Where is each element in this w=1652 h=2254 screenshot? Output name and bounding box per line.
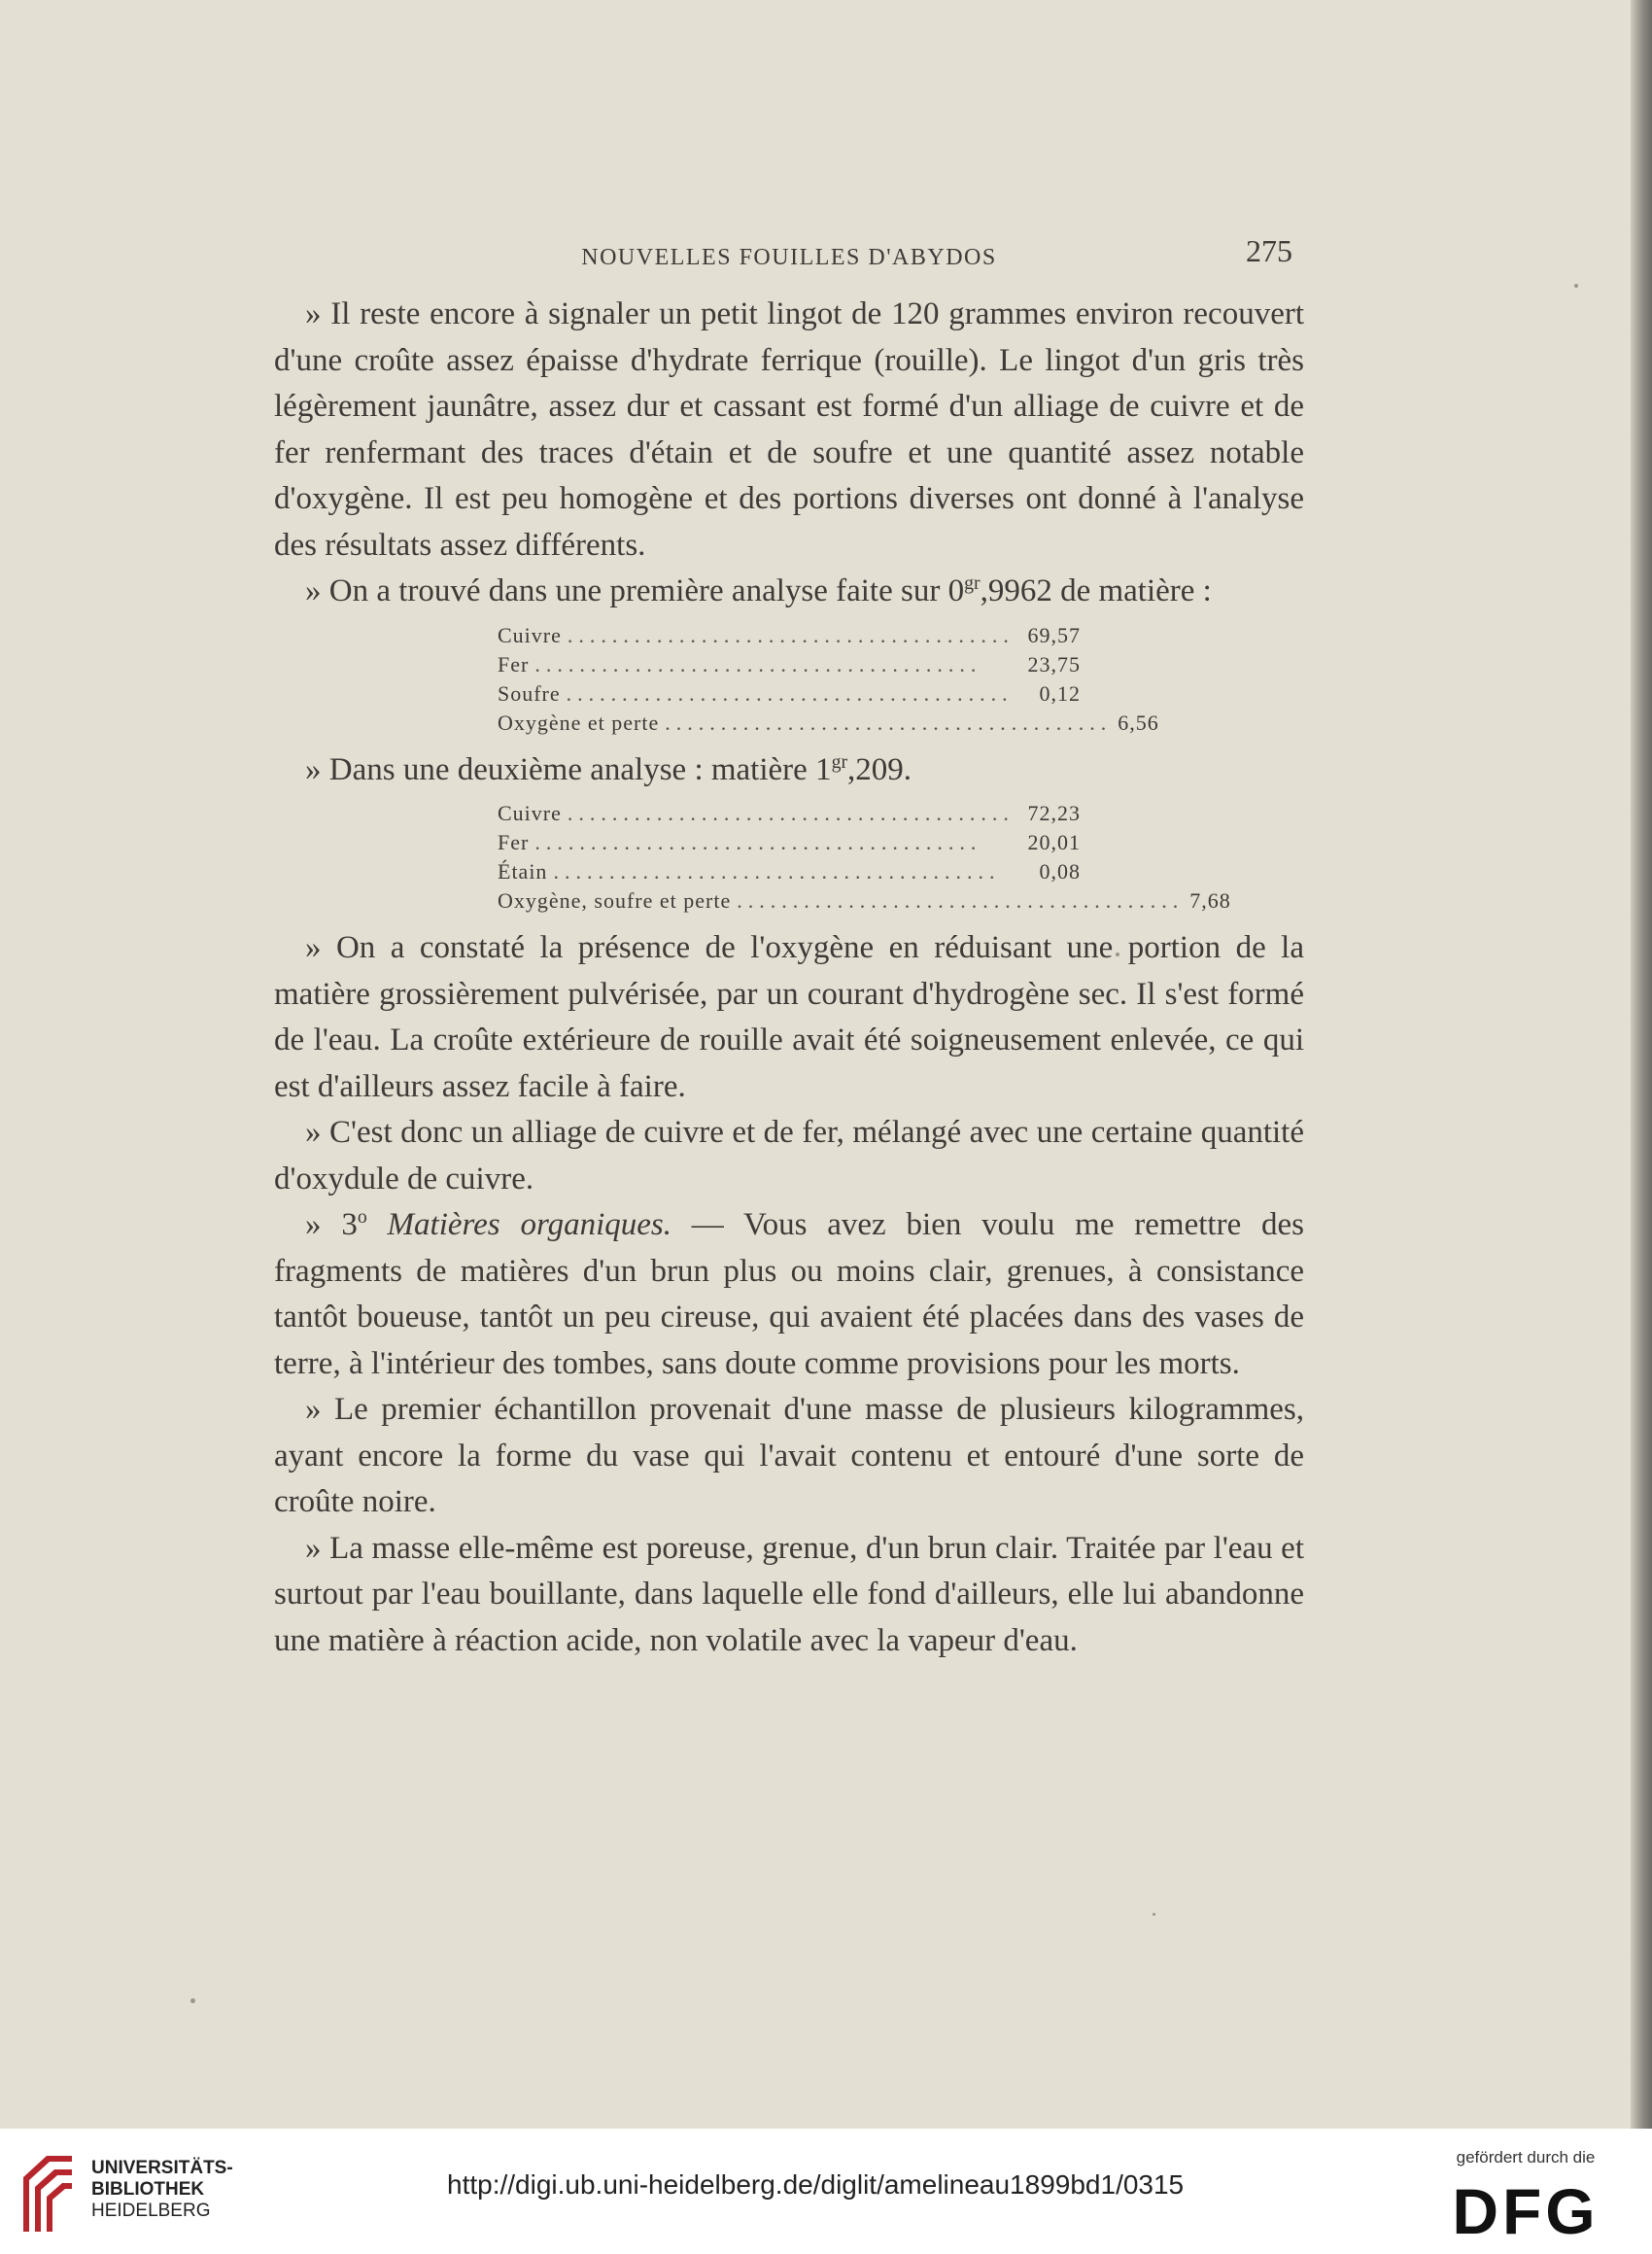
library-name-line: BIBLIOTHEK <box>91 2179 205 2200</box>
library-name <box>91 2158 233 2222</box>
row-value: 6,56 <box>1118 710 1159 735</box>
row-label: Cuivre <box>498 622 562 647</box>
page-content <box>274 233 1304 1664</box>
paragraph-oxygen: » On a constaté la présence de l'oxygène en réduisant une portion de la matière grossièrement pulvérisée, par un courant d'hydrogène sec. Il s'est formé de l'eau. La croûte extérieure de rouille avait été soigneusement enlevée, ce qui est d'ailleurs assez facile à faire. <box>274 930 1304 1104</box>
dot-leader: ........................................ <box>534 651 982 676</box>
text-fragment: » 3 <box>305 1207 358 1242</box>
table-row <box>498 679 1081 709</box>
running-title: NOUVELLES FOUILLES D'ABYDOS <box>581 245 997 270</box>
dot-leader: ........................................ <box>737 888 1185 913</box>
paragraph-first-analysis <box>274 569 1304 615</box>
paragraph-alloy-conclusion: » C'est donc un alliage de cuivre et de fer, mélangé avec une certaine quantité d'oxydule de cuivre. <box>274 1115 1304 1196</box>
library-logo-icon <box>17 2148 78 2236</box>
row-value: 69,57 <box>1027 622 1081 647</box>
row-label: Cuivre <box>498 801 562 825</box>
row-label: Étain <box>498 859 548 884</box>
text-fragment: — Vous avez bien voulu me remettre des fragments de matières d'un brun plus ou moins clair, grenues, à consistance tantôt boueuse, tantôt un peu cireuse, qui avaient été placées dans des vases de terre, à l'intérieur des tombes, sans doute comme provisions pour les morts. <box>274 1207 1305 1381</box>
superscript-ordinal: o <box>357 1206 367 1228</box>
table-row <box>498 886 1231 916</box>
scan-speck <box>190 1998 195 2003</box>
dot-leader: ........................................ <box>566 680 1014 706</box>
permalink-url[interactable]: http://digi.ub.uni-heidelberg.de/diglit/amelineau1899bd1/0315 <box>447 2169 1185 2200</box>
dot-leader: ........................................ <box>567 622 1015 647</box>
row-label: Soufre <box>498 680 561 706</box>
row-value: 20,01 <box>1027 830 1081 854</box>
analysis-table-1 <box>498 621 1159 738</box>
row-label: Fer <box>498 830 530 854</box>
superscript-unit: gr <box>964 572 981 594</box>
library-name-line: UNIVERSITÄTS- <box>91 2158 233 2178</box>
analysis-table-2 <box>498 799 1231 916</box>
dot-leader: ........................................ <box>534 830 982 854</box>
text-fragment: » On a trouvé dans une première analyse faite sur 0 <box>305 573 965 608</box>
funding-note: gefördert durch die <box>1456 2148 1596 2167</box>
row-label: Fer <box>498 651 530 676</box>
text-fragment: ,209. <box>847 751 912 787</box>
scan-speck <box>1153 1913 1155 1916</box>
scan-speck <box>1574 284 1578 288</box>
paragraph-organic-matter <box>274 1202 1304 1387</box>
row-value: 0,08 <box>1039 859 1081 884</box>
row-label: Oxygène, soufre et perte <box>498 888 732 913</box>
row-label: Oxygène et perte <box>498 710 660 735</box>
page-edge-shadow <box>1631 0 1652 2129</box>
table-row <box>498 857 1081 886</box>
page-header <box>274 233 1304 292</box>
text-fragment: » Dans une deuxième analyse : matière 1 <box>305 751 832 787</box>
text-fragment: ,9962 de matière : <box>980 573 1212 608</box>
row-value: 72,23 <box>1027 801 1081 825</box>
digitization-footer <box>0 2129 1652 2254</box>
paragraph-first-sample: » Le premier échantillon provenait d'une masse de plusieurs kilogrammes, ayant encore la forme du vase qui l'avait contenu et entouré d'une sorte de croûte noire. <box>274 1392 1304 1519</box>
dfg-logo: DFG <box>1452 2175 1600 2247</box>
dot-leader: ........................................ <box>567 801 1015 825</box>
table-row <box>498 709 1159 738</box>
dot-leader: ........................................ <box>553 859 1001 884</box>
paragraph-second-analysis <box>274 747 1304 794</box>
library-name-line: HEIDELBERG <box>91 2201 211 2221</box>
dot-leader: ........................................ <box>665 710 1113 735</box>
table-row <box>498 650 1081 679</box>
section-heading-italic: Matières organiques. <box>387 1207 671 1242</box>
paragraph-lingot: » Il reste encore à signaler un petit lingot de 120 grammes environ recouvert d'une croûte assez épaisse d'hydrate ferrique (rouille). Le lingot d'un gris très légèrement jaunâtre, assez dur et cassant est formé d'un alliage de cuivre et de fer renfermant des traces d'étain et de soufre et une quantité assez notable d'oxygène. Il est peu homogène et des portions diverses ont donné à l'analyse des résultats assez différents. <box>274 296 1304 563</box>
row-value: 0,12 <box>1039 680 1081 706</box>
row-value: 23,75 <box>1027 651 1081 676</box>
page-number: 275 <box>1246 233 1292 268</box>
table-row <box>498 799 1081 828</box>
superscript-unit: gr <box>831 750 848 773</box>
paragraph-mass-description: » La masse elle-même est poreuse, grenue, d'un brun clair. Traitée par l'eau et surtout par l'eau bouillante, dans laquelle elle fond d'ailleurs, elle lui abandonne une matière à réaction acide, non volatile avec la vapeur d'eau. <box>274 1530 1304 1658</box>
table-row <box>498 621 1081 650</box>
row-value: 7,68 <box>1189 888 1231 913</box>
table-row <box>498 828 1081 857</box>
